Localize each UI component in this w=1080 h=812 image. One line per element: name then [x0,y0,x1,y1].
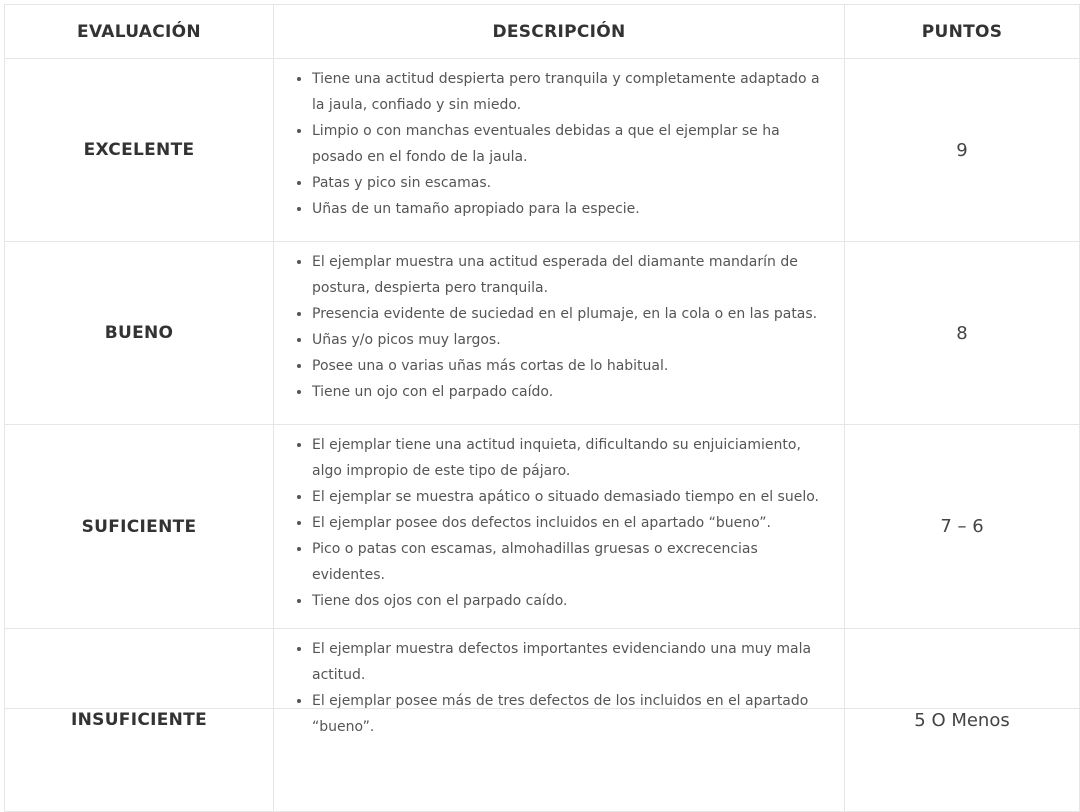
list-item: • Uñas de un tamaño apropiado para la especie. [312,196,826,222]
description-cell [274,629,845,812]
list-item: • Patas y pico sin escamas. [312,170,826,196]
evaluation-table [4,4,1080,812]
description-cell [274,425,845,629]
evaluation-cell: INSUFICIENTE [5,629,274,812]
header-description: DESCRIPCIÓN [274,5,845,59]
list-item: • Limpio o con manchas eventuales debidas a que el ejemplar se ha posado en el fondo de la jaula. [312,118,826,170]
list-item: • Presencia evidente de suciedad en el plumaje, en la cola o en las patas. [312,301,826,327]
points-cell: 9 [845,59,1080,242]
list-item: • Tiene un ojo con el parpado caído. [312,379,826,405]
description-cell [274,242,845,425]
list-item: • Uñas y/o picos muy largos. [312,327,826,353]
table-row [5,242,1080,425]
list-item: • El ejemplar muestra una actitud esperada del diamante mandarín de postura, despierta pero tranquila. [312,249,826,301]
table-row [5,59,1080,242]
table-header-row [5,5,1080,59]
evaluation-table-container [4,4,1079,735]
list-item: • Tiene una actitud despierta pero tranquila y completamente adaptado a la jaula, confiado y sin miedo. [312,66,826,118]
header-evaluation: EVALUACIÓN [5,5,274,59]
table-row [5,629,1080,812]
description-cell [274,59,845,242]
points-cell: 8 [845,242,1080,425]
list-item: • El ejemplar posee más de tres defectos de los incluidos en el apartado “bueno”. [312,688,826,740]
table-row [5,425,1080,629]
list-item: • El ejemplar tiene una actitud inquieta, dificultando su enjuiciamiento, algo impropio de este tipo de pájaro. [312,432,826,484]
evaluation-cell: EXCELENTE [5,59,274,242]
evaluation-cell: BUENO [5,242,274,425]
description-list [274,249,826,405]
description-list [274,432,826,614]
list-item: • Posee una o varias uñas más cortas de lo habitual. [312,353,826,379]
header-points: PUNTOS [845,5,1080,59]
evaluation-cell: SUFICIENTE [5,425,274,629]
points-cell: 7 – 6 [845,425,1080,629]
list-item: • Pico o patas con escamas, almohadillas gruesas o excrecencias evidentes. [312,536,826,588]
description-list [274,66,826,222]
list-item: • El ejemplar posee dos defectos incluidos en el apartado “bueno”. [312,510,826,536]
list-item: • El ejemplar se muestra apático o situado demasiado tiempo en el suelo. [312,484,826,510]
list-item: • Tiene dos ojos con el parpado caído. [312,588,826,614]
points-cell: 5 O Menos [845,629,1080,812]
description-list [274,636,826,740]
list-item: • El ejemplar muestra defectos importantes evidenciando una muy mala actitud. [312,636,826,688]
